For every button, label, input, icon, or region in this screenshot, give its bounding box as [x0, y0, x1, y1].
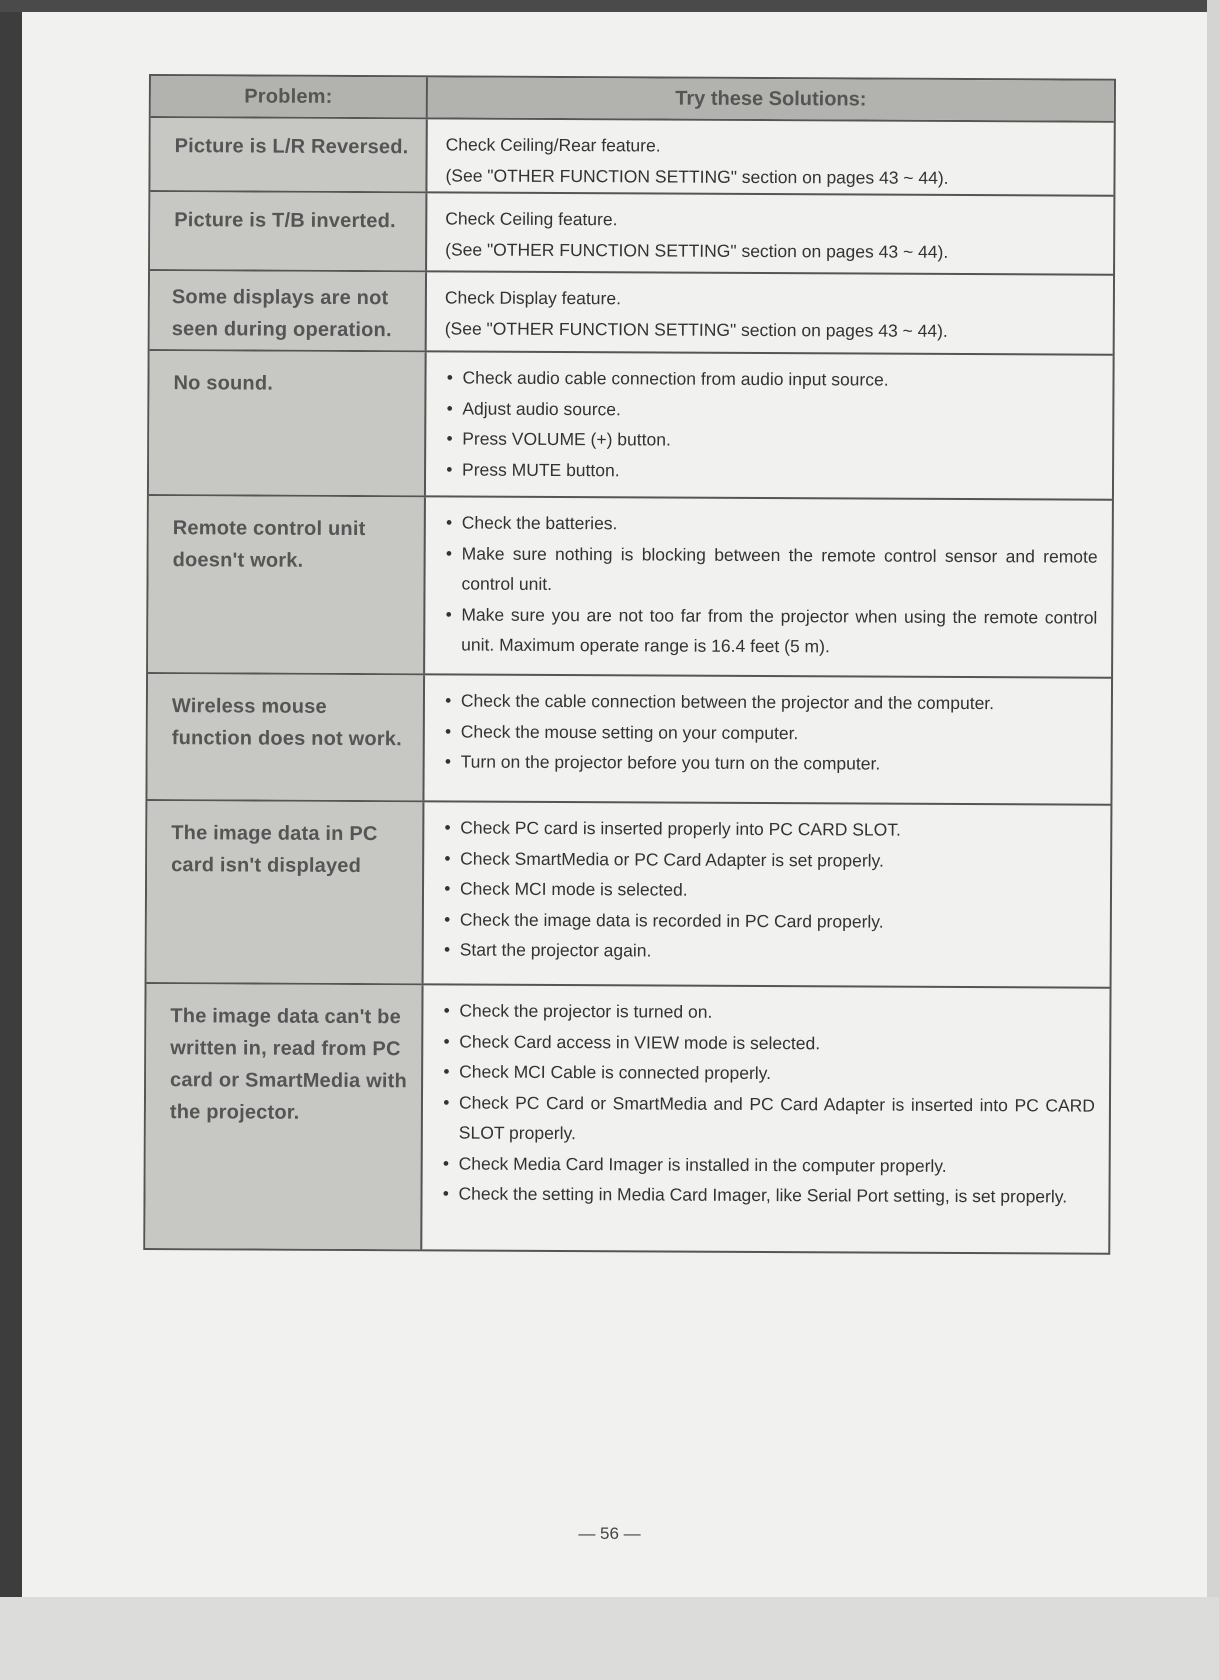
solution-cell	[425, 497, 1112, 676]
solution-list	[444, 362, 1099, 487]
table-row	[147, 801, 1111, 989]
scan-top-edge	[0, 0, 1219, 12]
list-item: ● Check the batteries.	[444, 507, 1098, 541]
list-item: ● Check SmartMedia or PC Card Adapter is set properly.	[442, 843, 1096, 877]
list-item: ● Press MUTE button.	[444, 454, 1098, 488]
problem-cell: Picture is T/B inverted.	[150, 192, 427, 270]
solution-column-header: Try these Solutions:	[428, 77, 1114, 120]
list-item: ● Check the mouse setting on your computer.	[443, 716, 1097, 750]
table-row	[147, 674, 1111, 806]
list-item: ● Start the projector again.	[442, 934, 1096, 968]
list-item: ● Check MCI mode is selected.	[442, 873, 1096, 907]
list-item: ● Check the image data is recorded in PC Card properly.	[442, 904, 1096, 938]
list-item: ● Check PC card is inserted properly into PC CARD SLOT.	[442, 812, 1096, 846]
list-item: ● Adjust audio source.	[444, 393, 1098, 427]
solution-text: (See "OTHER FUNCTION SETTING" section on pages 43 ~ 44).	[445, 164, 949, 188]
page-number: — 56 —	[578, 1524, 641, 1543]
solution-text: (See "OTHER FUNCTION SETTING" section on pages 43 ~ 44).	[445, 238, 949, 262]
solution-list	[442, 812, 1097, 968]
list-item: ● Make sure nothing is blocking between the remote control sensor and remote control unit.	[443, 538, 1097, 602]
list-item: ● Check audio cable connection from audio input source.	[444, 362, 1098, 396]
solution-text: Check Ceiling/Rear feature.	[445, 134, 661, 156]
table-header-row	[151, 76, 1114, 123]
problem-column-header: Problem:	[151, 76, 428, 117]
list-item: ● Check the cable connection between the projector and the computer.	[443, 685, 1097, 719]
list-item: ● Check Card access in VIEW mode is selected.	[441, 1026, 1095, 1060]
scan-right-edge	[1207, 0, 1219, 1600]
table-row	[148, 496, 1112, 679]
problem-cell: Picture is L/R Reversed.	[150, 118, 427, 191]
list-item: ● Check PC Card or SmartMedia and PC Card Adapter is inserted into PC CARD SLOT properly.	[441, 1087, 1095, 1151]
list-item: ● Check Media Card Imager is installed in the computer properly.	[441, 1148, 1095, 1182]
list-item: ● Press VOLUME (+) button.	[444, 423, 1098, 457]
solution-list	[443, 685, 1097, 780]
solution-text: Check Display feature.	[444, 287, 622, 309]
problem-cell: No sound.	[149, 351, 427, 495]
list-item: ● Check the setting in Media Card Imager, like Serial Port setting, is set properly.	[440, 1178, 1094, 1212]
solution-cell	[426, 352, 1113, 498]
problem-cell: Remote control unit doesn't work.	[148, 496, 426, 673]
list-item: ● Make sure you are not too far from the projector when using the remote control unit. Maximum operate range is 16.4 feet (5 m).	[443, 599, 1097, 663]
solution-cell	[427, 272, 1113, 353]
solution-cell	[427, 119, 1113, 194]
problem-cell: Wireless mouse function does not work.	[147, 674, 425, 800]
list-item: ● Turn on the projector before you turn on the computer.	[443, 746, 1097, 780]
troubleshooting-table	[143, 74, 1116, 1255]
solution-list	[440, 995, 1095, 1212]
table-row	[150, 192, 1113, 276]
list-item: ● Check MCI Cable is connected properly.	[441, 1056, 1095, 1090]
solution-text: (See "OTHER FUNCTION SETTING" section on pages 43 ~ 44).	[444, 317, 948, 341]
table-row	[149, 351, 1113, 501]
scan-bottom-edge	[0, 1597, 1219, 1680]
problem-cell: The image data in PC card isn't displayed	[147, 801, 425, 983]
problem-cell: Some displays are not seen during operation.	[150, 271, 427, 350]
table-row	[150, 271, 1113, 356]
table-row	[150, 118, 1113, 197]
solution-list	[443, 507, 1098, 663]
solution-text: Check Ceiling feature.	[445, 208, 618, 230]
solution-cell	[424, 675, 1111, 803]
list-item: ● Check the projector is turned on.	[441, 995, 1095, 1029]
solution-cell	[424, 802, 1111, 986]
solution-cell	[422, 985, 1109, 1252]
solution-cell	[427, 193, 1113, 273]
table-row	[145, 984, 1109, 1253]
problem-cell: The image data can't be written in, read from PC card or SmartMedia with the projector.	[145, 984, 423, 1249]
